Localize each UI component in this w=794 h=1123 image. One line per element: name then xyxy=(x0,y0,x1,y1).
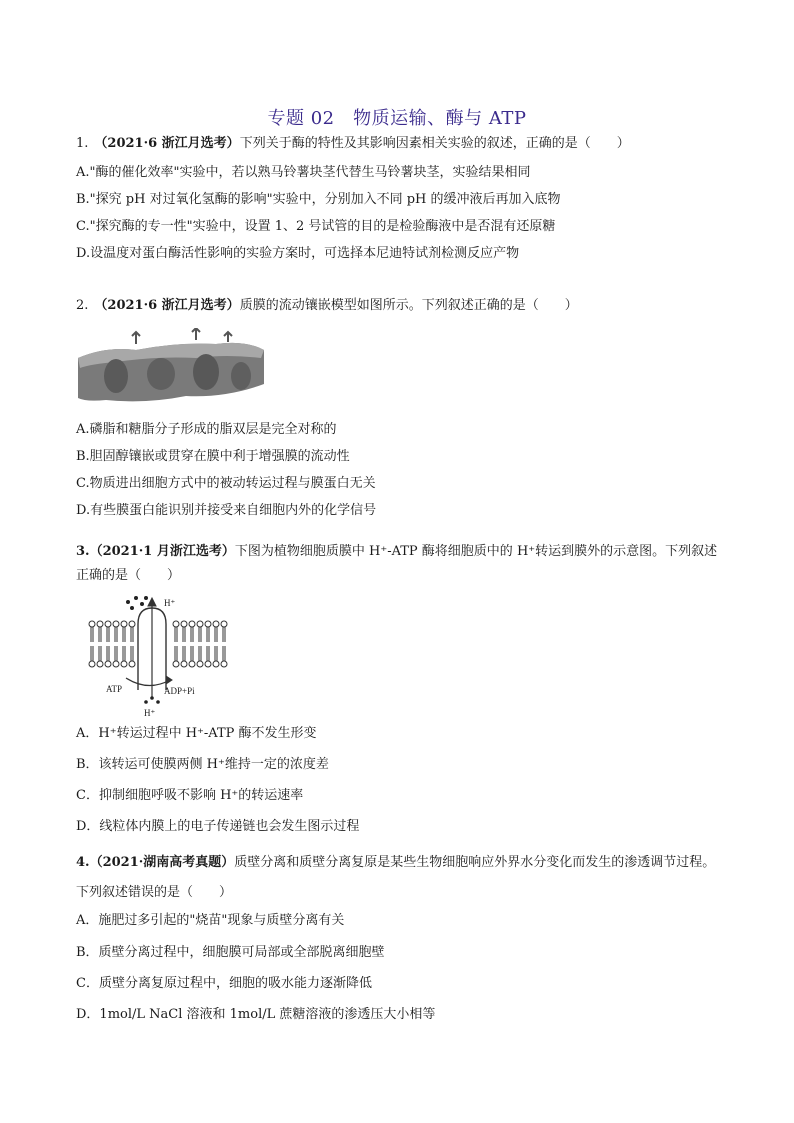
h-plus-bottom-label: H⁺ xyxy=(144,708,156,718)
question-number: 1. xyxy=(76,136,89,151)
question-text: 下列关于酶的特性及其影响因素相关实验的叙述，正确的是（ ） xyxy=(239,136,630,151)
option-3a: A．H⁺转运过程中 H⁺-ATP 酶不发生形变 xyxy=(76,726,317,741)
option-3b: B．该转运可使膜两侧 H⁺维持一定的浓度差 xyxy=(76,757,329,772)
question-2-stem xyxy=(76,298,726,314)
adp-pi-label: ADP+Pi xyxy=(164,686,195,696)
page-title: 专题 02 物质运输、酶与 ATP xyxy=(267,108,527,129)
question-source: （2021·6 浙江月选考） xyxy=(94,298,240,313)
option-1d: D.设温度对蛋白酶活性影响的实验方案时，可选择本尼迪特试剂检测反应产物 xyxy=(76,246,520,261)
question-source: （2021·6 浙江月选考） xyxy=(94,136,240,151)
atp-label: ATP xyxy=(106,684,123,694)
question-number: 2. xyxy=(76,298,89,313)
h-plus-top-label: H⁺ xyxy=(164,598,176,608)
fluid-mosaic-membrane-figure xyxy=(76,328,266,414)
option-4a: A．施肥过多引起的"烧苗"现象与质壁分离有关 xyxy=(76,913,345,928)
option-1a: A."酶的催化效率"实验中，若以熟马铃薯块茎代替生马铃薯块茎，实验结果相同 xyxy=(76,165,531,180)
option-2a: A.磷脂和糖脂分子形成的脂双层是完全对称的 xyxy=(76,422,337,437)
question-number: 4. xyxy=(76,855,90,870)
option-4c: C．质壁分离复原过程中，细胞的吸水能力逐渐降低 xyxy=(76,976,372,991)
question-1-stem xyxy=(76,136,726,152)
option-2c: C.物质进出细胞方式中的被动转运过程与膜蛋白无关 xyxy=(76,476,376,491)
question-4-stem xyxy=(76,848,726,908)
h-atpase-diagram xyxy=(86,594,236,720)
option-2d: D.有些膜蛋白能识别并接受来自细胞内外的化学信号 xyxy=(76,503,377,518)
question-source: （2021·湖南高考真题） xyxy=(89,855,235,870)
option-4d: D．1mol/L NaCl 溶液和 1mol/L 蔗糖溶液的渗透压大小相等 xyxy=(76,1007,436,1022)
option-1c: C."探究酶的专一性"实验中，设置 1、2 号试管的目的是检验酶液中是否混有还原糖 xyxy=(76,219,556,234)
option-3c: C．抑制细胞呼吸不影响 H⁺的转运速率 xyxy=(76,788,304,803)
question-text: 质壁分离和质壁分离复原是某些生物细胞响应外界水分变化而发生的渗透调节过程。下列叙述错误的是（ ） xyxy=(76,855,716,900)
question-source: （2021·1 月浙江选考） xyxy=(89,544,235,559)
option-1b: B."探究 pH 对过氧化氢酶的影响"实验中，分别加入不同 pH 的缓冲液后再加入底物 xyxy=(76,192,561,207)
question-number: 3. xyxy=(76,544,90,559)
question-text: 质膜的流动镶嵌模型如图所示。下列叙述正确的是（ ） xyxy=(239,298,578,313)
question-text: 下图为植物细胞质膜中 H⁺-ATP 酶将细胞质中的 H⁺转运到膜外的示意图。下列叙述正确的是（ ） xyxy=(76,544,718,583)
option-3d: D．线粒体内膜上的电子传递链也会发生图示过程 xyxy=(76,819,360,834)
option-2b: B.胆固醇镶嵌或贯穿在膜中利于增强膜的流动性 xyxy=(76,449,350,464)
question-3-stem xyxy=(76,540,726,588)
option-4b: B．质壁分离过程中，细胞膜可局部或全部脱离细胞壁 xyxy=(76,945,385,960)
